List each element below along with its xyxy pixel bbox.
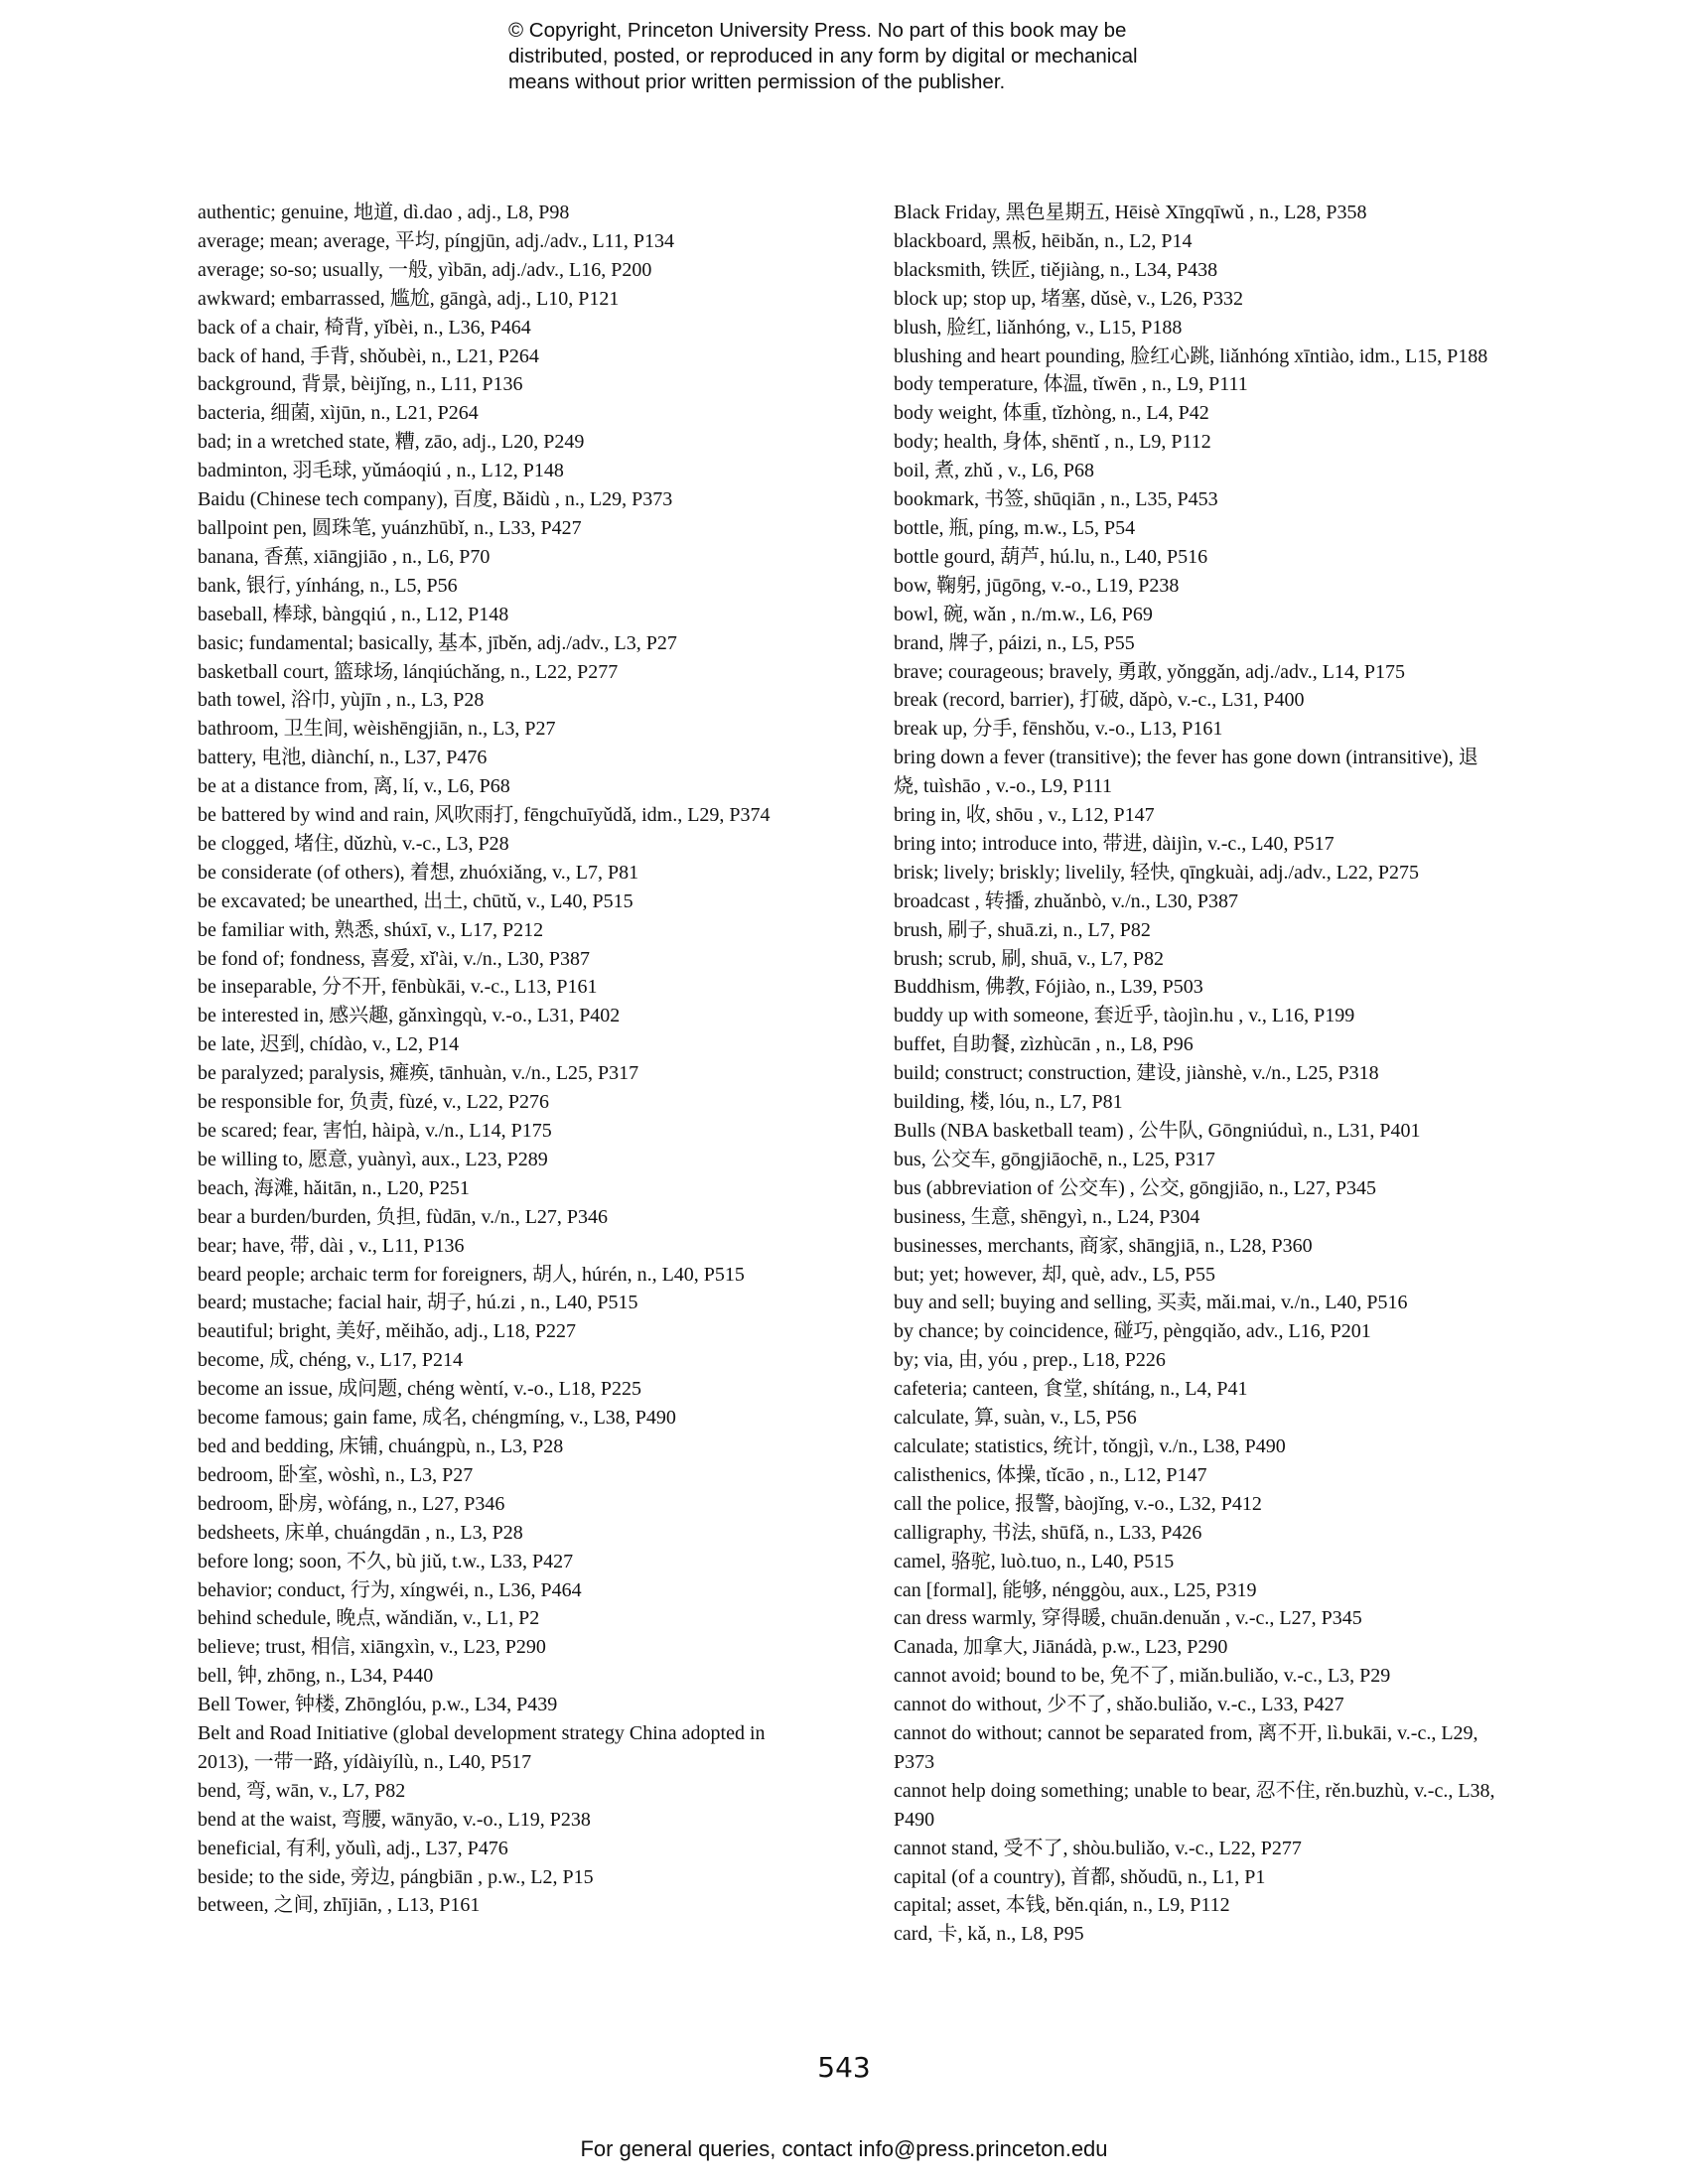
copyright-line: distributed, posted, or reproduced in any form by digital or mechanical (508, 45, 1138, 68)
glossary-entry: before long; soon, 不久, bù jiǔ, t.w., L33, P427 (198, 1550, 574, 1572)
glossary-entry: camel, 骆驼, luò.tuo, n., L40, P515 (894, 1550, 1175, 1572)
glossary-entry: average; mean; average, 平均, píngjūn, adj./adv., L11, P134 (198, 229, 675, 252)
glossary-entry: cafeteria; canteen, 食堂, shítáng, n., L4, P41 (894, 1378, 1248, 1401)
glossary-entry: be considerate (of others), 着想, zhuóxiǎng, v., L7, P81 (198, 861, 639, 884)
glossary-entry: capital; asset, 本钱, běn.qián, n., L9, P112 (894, 1894, 1230, 1917)
glossary-entry: capital (of a country), 首都, shǒudū, n., L1, P1 (894, 1865, 1266, 1888)
glossary-entry: authentic; genuine, 地道, dì.dao , adj., L8, P98 (198, 202, 570, 223)
glossary-entry: block up; stop up, 堵塞, dǔsè, v., L26, P332 (894, 287, 1244, 310)
glossary-entry: beautiful; bright, 美好, měihǎo, adj., L18, P227 (198, 1320, 577, 1343)
glossary-entry: bell, 钟, zhōng, n., L34, P440 (198, 1665, 434, 1688)
glossary-entry: cannot do without; cannot be separated from, 离不开, lì.bukāi, v.-c., L29, P373 (894, 1722, 1478, 1773)
glossary-entry: calculate, 算, suàn, v., L5, P56 (894, 1407, 1137, 1430)
glossary-entry: bath towel, 浴巾, yùjīn , n., L3, P28 (198, 689, 485, 712)
glossary-entry: be willing to, 愿意, yuànyì, aux., L23, P289 (198, 1148, 548, 1170)
glossary-entry: boil, 煮, zhǔ , v., L6, P68 (894, 460, 1095, 482)
glossary-entry: blackboard, 黑板, hēibǎn, n., L2, P14 (894, 229, 1193, 252)
glossary-entry: badminton, 羽毛球, yǔmáoqiú , n., L12, P148 (198, 460, 564, 482)
glossary-entry: by chance; by coincidence, 碰巧, pèngqiǎo, adv., L16, P201 (894, 1320, 1371, 1343)
copyright-notice (508, 18, 1263, 95)
glossary-entry: building, 楼, lóu, n., L7, P81 (894, 1091, 1123, 1114)
glossary-entry: beach, 海滩, hǎitān, n., L20, P251 (198, 1176, 470, 1199)
glossary-entry: Buddhism, 佛教, Fójiào, n., L39, P503 (894, 976, 1203, 999)
glossary-entry: become an issue, 成问题, chéng wèntí, v.-o., L18, P225 (198, 1378, 641, 1401)
glossary-entry: become, 成, chéng, v., L17, P214 (198, 1349, 463, 1372)
glossary-entry: brush, 刷子, shuā.zi, n., L7, P82 (894, 918, 1151, 941)
glossary-entry: be paralyzed; paralysis, 瘫痪, tānhuàn, v./n., L25, P317 (198, 1062, 639, 1085)
glossary-entry: banana, 香蕉, xiāngjiāo , n., L6, P70 (198, 545, 491, 568)
glossary-entry: Canada, 加拿大, Jiānádà, p.w., L23, P290 (894, 1636, 1228, 1659)
glossary-entry: but; yet; however, 却, què, adv., L5, P55 (894, 1263, 1215, 1286)
glossary-entry: be familiar with, 熟悉, shúxī, v., L17, P212 (198, 918, 544, 941)
glossary-entry: basic; fundamental; basically, 基本, jīběn, adj./adv., L3, P27 (198, 631, 677, 654)
glossary-entry: believe; trust, 相信, xiāngxìn, v., L23, P290 (198, 1636, 546, 1659)
glossary-entry: beard; mustache; facial hair, 胡子, hú.zi , n., L40, P515 (198, 1292, 638, 1314)
glossary-entry: body weight, 体重, tǐzhòng, n., L4, P42 (894, 402, 1209, 425)
glossary-entry: build; construct; construction, 建设, jiànshè, v./n., L25, P318 (894, 1062, 1379, 1085)
glossary-entry: bring down a fever (transitive); the fever has gone down (intransitive), 退烧, tuìshāo , v.-o., L9, P111 (894, 747, 1478, 798)
glossary-entry: business, 生意, shēngyì, n., L24, P304 (894, 1205, 1200, 1228)
glossary-entry: bear a burden/burden, 负担, fùdān, v./n., L27, P346 (198, 1205, 609, 1228)
glossary-entry: bear; have, 带, dài , v., L11, P136 (198, 1234, 465, 1257)
glossary-entry: behavior; conduct, 行为, xíngwéi, n., L36, P464 (198, 1578, 582, 1601)
glossary-entry: Bulls (NBA basketball team) , 公牛队, Gōngniúduì, n., L31, P401 (894, 1120, 1421, 1142)
glossary-entry: bend at the waist, 弯腰, wānyāo, v.-o., L19, P238 (198, 1808, 591, 1831)
glossary-column-right (894, 199, 1499, 1949)
glossary-entry: blush, 脸红, liǎnhóng, v., L15, P188 (894, 316, 1183, 339)
glossary-entry: be battered by wind and rain, 风吹雨打, fēngchuīyǔdǎ, idm., L29, P374 (198, 804, 771, 827)
glossary-entry: calculate; statistics, 统计, tǒngjì, v./n., L38, P490 (894, 1434, 1286, 1457)
glossary-entry: call the police, 报警, bàojǐng, v.-o., L32, P412 (894, 1492, 1262, 1515)
glossary-entry: blacksmith, 铁匠, tiějiàng, n., L34, P438 (894, 258, 1218, 281)
glossary-entry: beside; to the side, 旁边, pángbiān , p.w., L2, P15 (198, 1865, 594, 1888)
glossary-entry: cannot help doing something; unable to bear, 忍不住, rěn.buzhù, v.-c., L38, P490 (894, 1779, 1495, 1831)
glossary-entry: be responsible for, 负责, fùzé, v., L22, P276 (198, 1091, 549, 1114)
glossary-entry: calisthenics, 体操, tǐcāo , n., L12, P147 (894, 1463, 1207, 1486)
glossary-column-left (198, 199, 803, 1920)
glossary-entry: behind schedule, 晚点, wǎndiǎn, v., L1, P2 (198, 1607, 540, 1630)
glossary-entry: ballpoint pen, 圆珠笔, yuánzhūbǐ, n., L33, P427 (198, 516, 582, 539)
glossary-entry: bedroom, 卧房, wòfáng, n., L27, P346 (198, 1492, 505, 1515)
glossary-entry: battery, 电池, diànchí, n., L37, P476 (198, 747, 488, 769)
glossary-entry: background, 背景, bèijǐng, n., L11, P136 (198, 373, 523, 396)
copyright-line: means without prior written permission of the publisher. (508, 70, 1006, 93)
copyright-line: © Copyright, Princeton University Press. No part of this book may be (508, 19, 1127, 42)
glossary-entry: businesses, merchants, 商家, shāngjiā, n., L28, P360 (894, 1234, 1313, 1257)
glossary-entry: break (record, barrier), 打破, dǎpò, v.-c., L31, P400 (894, 689, 1305, 712)
glossary-entry: card, 卡, kǎ, n., L8, P95 (894, 1923, 1084, 1946)
glossary-entry: calligraphy, 书法, shūfǎ, n., L33, P426 (894, 1521, 1202, 1544)
glossary-entry: beneficial, 有利, yǒulì, adj., L37, P476 (198, 1837, 508, 1859)
glossary-entry: be fond of; fondness, 喜爱, xǐ'ài, v./n., L30, P387 (198, 947, 591, 970)
glossary-entry: bottle gourd, 葫芦, hú.lu, n., L40, P516 (894, 545, 1208, 568)
glossary-entry: Bell Tower, 钟楼, Zhōnglóu, p.w., L34, P439 (198, 1694, 558, 1716)
glossary-entry: baseball, 棒球, bàngqiú , n., L12, P148 (198, 603, 509, 625)
glossary-entry: bring into; introduce into, 带进, dàijìn, v.-c., L40, P517 (894, 832, 1335, 855)
glossary-entry: by; via, 由, yóu , prep., L18, P226 (894, 1349, 1166, 1372)
glossary-entry: bus, 公交车, gōngjiāochē, n., L25, P317 (894, 1148, 1215, 1170)
glossary-entry: bowl, 碗, wǎn , n./m.w., L6, P69 (894, 603, 1153, 625)
glossary-entry: Black Friday, 黑色星期五, Hēisè Xīngqīwǔ , n., L28, P358 (894, 202, 1367, 223)
glossary-entry: cannot do without, 少不了, shǎo.buliǎo, v.-c., L33, P427 (894, 1694, 1344, 1716)
glossary-entry: Belt and Road Initiative (global development strategy China adopted in 2013), 一带一路, yídàiyílù, n., L40, P517 (198, 1722, 766, 1773)
glossary-entry: be late, 迟到, chídào, v., L2, P14 (198, 1033, 460, 1056)
glossary-entry: bathroom, 卫生间, wèishēngjiān, n., L3, P27 (198, 718, 556, 741)
glossary-entry: bend, 弯, wān, v., L7, P82 (198, 1779, 406, 1802)
glossary-entry: buffet, 自助餐, zìzhùcān , n., L8, P96 (894, 1033, 1194, 1056)
glossary-entry: cannot avoid; bound to be, 免不了, miǎn.buliǎo, v.-c., L3, P29 (894, 1665, 1391, 1688)
glossary-entry: blushing and heart pounding, 脸红心跳, liǎnhóng xīntiào, idm., L15, P188 (894, 344, 1488, 367)
glossary-entry: bacteria, 细菌, xìjūn, n., L21, P264 (198, 402, 479, 425)
glossary-entry: bring in, 收, shōu , v., L12, P147 (894, 804, 1155, 827)
glossary-entry: broadcast , 转播, zhuǎnbò, v./n., L30, P387 (894, 889, 1238, 912)
glossary-entry: brush; scrub, 刷, shuā, v., L7, P82 (894, 947, 1165, 970)
glossary-entry: bottle, 瓶, píng, m.w., L5, P54 (894, 516, 1136, 539)
page-number: 543 (817, 2051, 871, 2084)
glossary-entry: bedroom, 卧室, wòshì, n., L3, P27 (198, 1463, 474, 1486)
glossary-entry: buy and sell; buying and selling, 买卖, mǎi.mai, v./n., L40, P516 (894, 1292, 1408, 1314)
glossary-entry: can [formal], 能够, nénggòu, aux., L25, P319 (894, 1578, 1257, 1601)
glossary-entry: body temperature, 体温, tǐwēn , n., L9, P111 (894, 373, 1248, 396)
glossary-entry: become famous; gain fame, 成名, chéngmíng, v., L38, P490 (198, 1407, 676, 1430)
glossary-entry: Baidu (Chinese tech company), 百度, Bǎidù , n., L29, P373 (198, 488, 673, 511)
glossary-entry: bow, 鞠躬, jūgōng, v.-o., L19, P238 (894, 574, 1180, 597)
glossary-entry: brand, 牌子, páizi, n., L5, P55 (894, 631, 1135, 654)
glossary-entry: break up, 分手, fēnshǒu, v.-o., L13, P161 (894, 718, 1223, 741)
glossary-entry: average; so-so; usually, 一般, yìbān, adj./adv., L16, P200 (198, 258, 652, 281)
glossary-entry: brave; courageous; bravely, 勇敢, yǒnggǎn, adj./adv., L14, P175 (894, 660, 1406, 683)
glossary-entry: brisk; lively; briskly; livelily, 轻快, qīngkuài, adj./adv., L22, P275 (894, 861, 1420, 884)
glossary-entry: can dress warmly, 穿得暖, chuān.denuǎn , v.-c., L27, P345 (894, 1607, 1362, 1630)
glossary-entry: back of a chair, 椅背, yǐbèi, n., L36, P464 (198, 316, 531, 339)
glossary-entry: buddy up with someone, 套近乎, tàojìn.hu , v., L16, P199 (894, 1005, 1355, 1027)
glossary-entry: bed and bedding, 床铺, chuángpù, n., L3, P28 (198, 1434, 564, 1457)
glossary-entry: body; health, 身体, shēntǐ , n., L9, P112 (894, 431, 1211, 454)
glossary-entry: bad; in a wretched state, 糟, zāo, adj., L20, P249 (198, 431, 585, 454)
glossary-entry: basketball court, 篮球场, lánqiúchǎng, n., L22, P277 (198, 660, 619, 683)
glossary-entry: be excavated; be unearthed, 出土, chūtǔ, v., L40, P515 (198, 889, 633, 912)
glossary-entry: be at a distance from, 离, lí, v., L6, P68 (198, 775, 510, 798)
glossary-entry: be scared; fear, 害怕, hàipà, v./n., L14, P175 (198, 1120, 552, 1142)
glossary-entry: between, 之间, zhījiān, , L13, P161 (198, 1894, 481, 1917)
glossary-entry: be clogged, 堵住, dǔzhù, v.-c., L3, P28 (198, 832, 509, 855)
glossary-entry: bus (abbreviation of 公交车) , 公交, gōngjiāo, n., L27, P345 (894, 1176, 1377, 1199)
glossary-entry: beard people; archaic term for foreigners, 胡人, húrén, n., L40, P515 (198, 1263, 745, 1286)
glossary-entry: bank, 银行, yínháng, n., L5, P56 (198, 574, 458, 597)
glossary-entry: be interested in, 感兴趣, gǎnxìngqù, v.-o., L31, P402 (198, 1005, 621, 1027)
glossary-entry: cannot stand, 受不了, shòu.buliǎo, v.-c., L22, P277 (894, 1837, 1302, 1859)
glossary-entry: be inseparable, 分不开, fēnbùkāi, v.-c., L13, P161 (198, 976, 598, 999)
glossary-entry: bookmark, 书签, shūqiān , n., L35, P453 (894, 488, 1218, 511)
footer-contact: For general queries, contact info@press.princeton.edu (580, 2136, 1108, 2161)
glossary-entry: back of hand, 手背, shǒubèi, n., L21, P264 (198, 344, 539, 367)
glossary-entry: bedsheets, 床单, chuángdān , n., L3, P28 (198, 1521, 523, 1544)
glossary-entry: awkward; embarrassed, 尴尬, gāngà, adj., L10, P121 (198, 287, 620, 310)
